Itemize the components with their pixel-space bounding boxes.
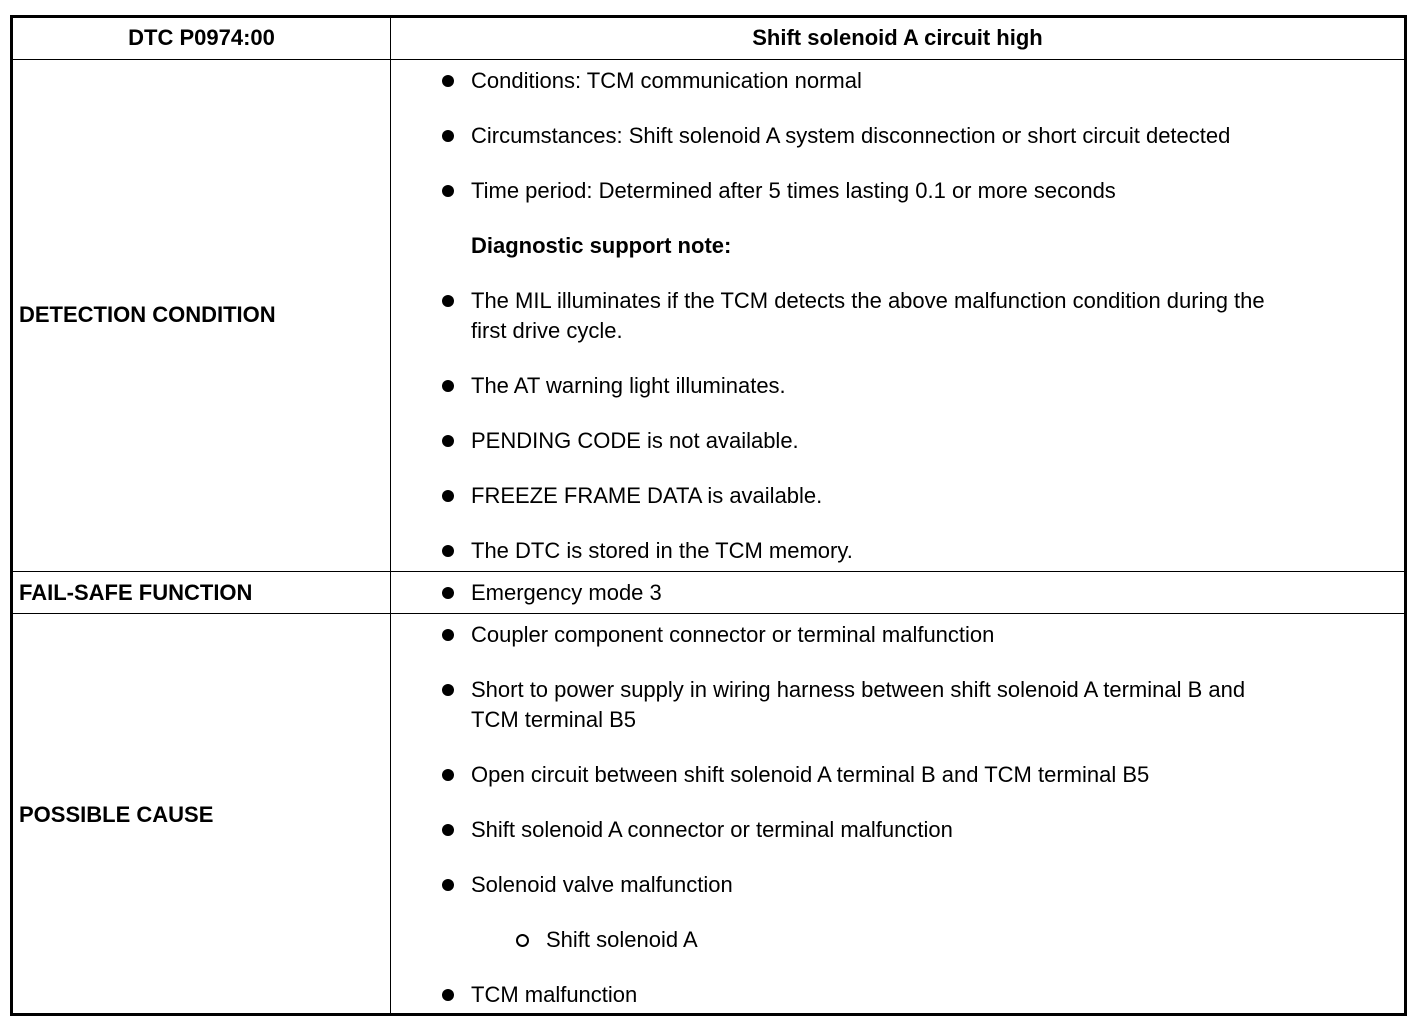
bullet-icon <box>442 989 454 1001</box>
row-divider <box>13 59 1404 60</box>
sub-bullet-icon <box>516 934 529 947</box>
bullet-icon <box>442 769 454 781</box>
list-item: Short to power supply in wiring harness between shift solenoid A terminal B and <box>471 677 1246 702</box>
bullet-icon <box>442 380 454 392</box>
dtc-title: Shift solenoid A circuit high <box>752 25 1043 50</box>
bullet-icon <box>442 879 454 891</box>
list-item: Time period: Determined after 5 times lasting 0.1 or more seconds <box>471 178 1116 203</box>
bullet-icon <box>442 295 454 307</box>
list-item-continuation: TCM terminal B5 <box>471 707 637 732</box>
list-item: Coupler component connector or terminal malfunction <box>471 622 995 647</box>
diagnostic-note-heading: Diagnostic support note: <box>471 233 732 258</box>
list-item: The AT warning light illuminates. <box>471 373 786 398</box>
bullet-icon <box>442 824 454 836</box>
row-divider <box>13 613 1404 614</box>
column-divider <box>390 18 391 1013</box>
list-item: TCM malfunction <box>471 982 638 1007</box>
list-item: The MIL illuminates if the TCM detects the above malfunction condition during the <box>471 288 1265 313</box>
sub-list-item: Shift solenoid A <box>546 927 698 952</box>
bullet-icon <box>442 435 454 447</box>
detection-condition-label: DETECTION CONDITION <box>19 302 276 327</box>
list-item: Solenoid valve malfunction <box>471 872 733 897</box>
list-item: Shift solenoid A connector or terminal malfunction <box>471 817 953 842</box>
bullet-icon <box>442 629 454 641</box>
list-item: Conditions: TCM communication normal <box>471 68 862 93</box>
dtc-code: DTC P0974:00 <box>128 25 275 50</box>
list-item: Open circuit between shift solenoid A terminal B and TCM terminal B5 <box>471 762 1150 787</box>
list-item: PENDING CODE is not available. <box>471 428 799 453</box>
list-item: Emergency mode 3 <box>471 580 662 605</box>
bullet-icon <box>442 490 454 502</box>
list-item-continuation: first drive cycle. <box>471 318 623 343</box>
bullet-icon <box>442 185 454 197</box>
fail-safe-label: FAIL-SAFE FUNCTION <box>19 580 253 605</box>
bullet-icon <box>442 75 454 87</box>
row-divider <box>13 571 1404 572</box>
dtc-table <box>10 15 1407 1016</box>
list-item: Circumstances: Shift solenoid A system disconnection or short circuit detected <box>471 123 1231 148</box>
bullet-icon <box>442 545 454 557</box>
bullet-icon <box>442 684 454 696</box>
bullet-icon <box>442 130 454 142</box>
bullet-icon <box>442 587 454 599</box>
possible-cause-label: POSSIBLE CAUSE <box>19 802 214 827</box>
list-item: The DTC is stored in the TCM memory. <box>471 538 853 563</box>
list-item: FREEZE FRAME DATA is available. <box>471 483 823 508</box>
